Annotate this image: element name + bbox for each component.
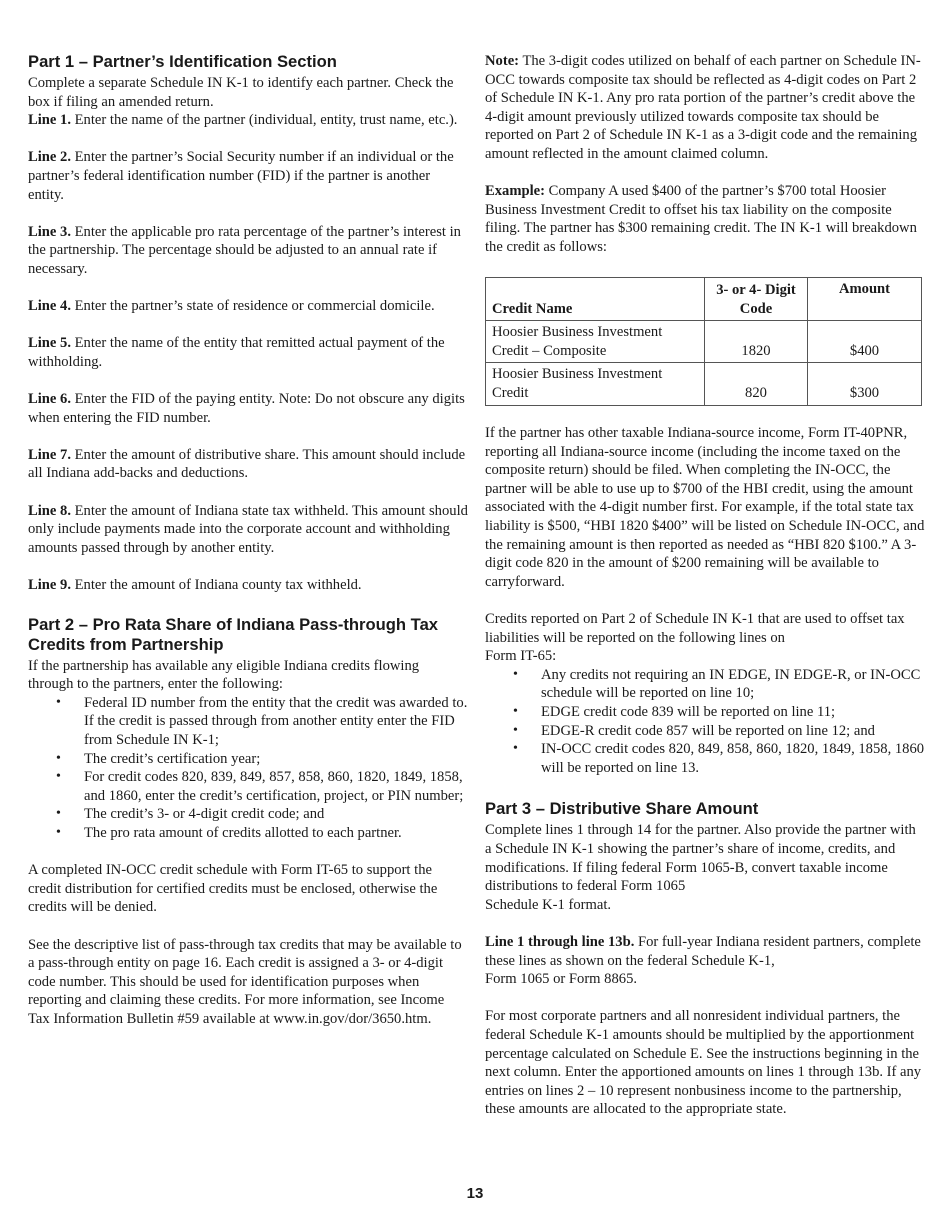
- line-2-text: Enter the partner’s Social Security number if an individual or the partner’s federal identification number (FID) if the partner is another entity.: [28, 149, 454, 203]
- part3-intro-tail: Schedule K-1 format.: [485, 896, 612, 913]
- line-6-text: Enter the FID of the paying entity. Note: Do not obscure any digits when entering the FID number.: [28, 391, 465, 426]
- note-label: Note:: [485, 53, 520, 69]
- table-row: [486, 363, 922, 405]
- table-cell-credit-name: Hoosier Business Investment Credit – Composite: [486, 321, 705, 363]
- line-6: [28, 390, 468, 427]
- line-9-text: Enter the amount of Indiana county tax withheld.: [74, 577, 362, 594]
- example-paragraph: [485, 182, 925, 256]
- line-8: [28, 502, 468, 558]
- credits-intro-form: Form IT-65:: [485, 648, 557, 665]
- page-number: 13: [466, 1185, 484, 1202]
- part3-line1-text: For full-year Indiana resident partners, complete these lines as shown on the federal Schedule K-1,: [485, 933, 921, 969]
- part2-bullet-item: • The pro rata amount of credits allotted to each partner.: [28, 824, 468, 843]
- line-4-text: Enter the partner’s state of residence or commercial domicile.: [74, 298, 435, 315]
- line-5: [28, 334, 468, 371]
- line-1-text: Enter the name of the partner (individual, entity, trust name, etc.).: [74, 112, 458, 129]
- credits-intro-text: Credits reported on Part 2 of Schedule IN K-1 that are used to offset tax liabilities will be reported on the following lines on: [485, 611, 905, 646]
- table-cell-credit-name: Hoosier Business Investment Credit: [486, 363, 705, 405]
- right-column: [485, 52, 925, 1119]
- credit-table: [485, 277, 922, 406]
- part2-bullet-item: • For credit codes 820, 839, 849, 857, 858, 860, 1820, 1849, 1858, and 1860, enter the credit’s certification, project, or PIN number;: [28, 768, 468, 805]
- table-cell-amount: $300: [808, 363, 922, 405]
- part3-line1-tail: Form 1065 or Form 8865.: [485, 971, 638, 988]
- line-3-text: Enter the applicable pro rata percentage of the partner’s interest in the partnership. The percentage should be adjusted to an annual rate if necessary.: [28, 223, 461, 277]
- line-7-text: Enter the amount of distributive share. This amount should include all Indiana add-backs and deductions.: [28, 446, 466, 482]
- line-5-label: Line 5.: [28, 335, 71, 352]
- example-label: Example:: [485, 183, 545, 200]
- line-7-label: Line 7.: [28, 446, 71, 463]
- credit-lines-bullet-item: • EDGE-R credit code 857 will be reported on line 12; and: [485, 722, 925, 741]
- credit-lines-bullet-item: • Any credits not requiring an IN EDGE, IN EDGE-R, or IN-OCC schedule will be reported on line 10;: [485, 666, 925, 703]
- example-text: Company A used $400 of the partner’s $700 total Hoosier Business Investment Credit to offset his tax liability on the composite filing. The partner has $300 remaining credit. The IN K-1 will breakdown the credit as follows:: [485, 183, 917, 255]
- table-cell-amount: $400: [808, 321, 922, 363]
- line-2-label: Line 2.: [28, 149, 71, 166]
- part3-apportion-paragraph: For most corporate partners and all nonresident individual partners, the federal Schedule K-1 amounts should be multiplied by the apportionment percentage calculated on Schedule E. See the instructions beginning in the next column. Enter the apportioned amounts on lines 1 through 13b. If any entries on lines 2 – 10 represent nonbusiness income to the partnership, these amounts are allocated to the appropriate state.: [485, 1008, 922, 1118]
- part3-heading: Part 3 – Distributive Share Amount: [485, 799, 759, 819]
- line-9-label: Line 9.: [28, 577, 71, 594]
- credits-intro: [485, 610, 925, 666]
- credit-lines-bullet-list: [485, 666, 925, 778]
- part2-para-occ: A completed IN-OCC credit schedule with Form IT-65 to support the credit distribution for certified credits must be enclosed, otherwise the credits will be denied.: [28, 862, 438, 916]
- credit-lines-bullet-item: • EDGE credit code 839 will be reported on line 11;: [485, 703, 925, 722]
- line-8-label: Line 8.: [28, 502, 71, 519]
- part2-intro: If the partnership has available any eligible Indiana credits flowing through to the partners, enter the following:: [28, 657, 420, 693]
- line-2: [28, 148, 468, 204]
- part2-bullet-item: • Federal ID number from the entity that the credit was awarded to. If the credit is passed through from another entity enter the FID from Schedule IN K-1;: [28, 694, 468, 750]
- line-8-text: Enter the amount of Indiana state tax withheld. This amount should only include payments made into the corporate account and withholding amounts passed through by another entity.: [28, 502, 468, 556]
- line-5-text: Enter the name of the entity that remitted actual payment of the withholding.: [28, 335, 445, 370]
- line-1-label: Line 1.: [28, 112, 71, 129]
- it40pnr-paragraph: If the partner has other taxable Indiana-source income, Form IT-40PNR, reporting all Indiana-source income (including the income taxed on the composite return) should be filed. When completing the IN-OCC, the partner will be able to use up to $700 of the HBI credit, using the amount associated with the 4-digit number first. For example, if the total state tax liability is $500, “HBI 1820 $400” will be listed on Schedule IN-OCC, and the remaining amount is then reported as needed as “HBI 820 $100.” A 3-digit code 820 in the amount of $200 remaining will be available to carryforward.: [485, 425, 925, 590]
- note-text: The 3-digit codes utilized on behalf of each partner on Schedule IN-OCC towards composite tax should be reflected as 4-digit codes on Part 2 of Schedule IN K-1. Any pro rata portion of the partner’s credit above the 4-digit amount previously utilized towards composite tax should be reported on Part 2 of Schedule IN K-1 as a 3-digit code and the remaining amount reflected in the amount claimed column.: [485, 53, 921, 162]
- part2-bullet-item: • The credit’s 3- or 4-digit credit code; and: [28, 805, 468, 824]
- line-1: [28, 111, 468, 130]
- credit-lines-bullet-item: • IN-OCC credit codes 820, 849, 858, 860, 1820, 1849, 1858, 1860 will be reported on line 13.: [485, 740, 925, 777]
- part2-para-descriptive: See the descriptive list of pass-through tax credits that may be available to a pass-through entity on page 16. Each credit is assigned a 3- or 4-digit code number. This should be used for identification purposes when reporting and claiming these credits. For more information, see Income Tax Information Bulletin #59 available at www.in.gov/dor/3650.htm.: [28, 936, 462, 1027]
- part3-intro-text: Complete lines 1 through 14 for the partner. Also provide the partner with a Schedule IN K-1 showing the partner’s share of income, credits, and modifications. If filing federal Form 1065-B, convert taxable income distributions to federal Form 1065: [485, 822, 916, 895]
- part2-bullet-item: • The credit’s certification year;: [28, 750, 468, 769]
- line-4: [28, 297, 468, 316]
- table-header-row: [486, 277, 922, 321]
- part2-heading: Part 2 – Pro Rata Share of Indiana Pass-through Tax Credits from Partnership: [28, 614, 439, 654]
- table-header-credit-name: Credit Name: [486, 277, 705, 321]
- part1-intro: Complete a separate Schedule IN K-1 to identify each partner. Check the box if filing an amended return.: [28, 75, 454, 110]
- part3-intro: [485, 821, 925, 914]
- table-header-code: 3- or 4- Digit Code: [705, 277, 808, 321]
- line-4-label: Line 4.: [28, 298, 71, 315]
- part2-bullet-list: [28, 694, 468, 843]
- left-column: [28, 52, 468, 1029]
- table-cell-code: 1820: [705, 321, 808, 363]
- line-9: [28, 576, 468, 595]
- table-cell-code: 820: [705, 363, 808, 405]
- line-7: [28, 446, 468, 483]
- line-3-label: Line 3.: [28, 223, 71, 240]
- table-row: [486, 321, 922, 363]
- part3-line1-label: Line 1 through line 13b.: [485, 933, 635, 950]
- line-3: [28, 223, 468, 279]
- table-header-amount: Amount: [808, 277, 922, 321]
- line-6-label: Line 6.: [28, 391, 71, 408]
- note-paragraph: [485, 52, 925, 164]
- part1-heading: Part 1 – Partner’s Identification Section: [28, 52, 337, 71]
- part3-line1: [485, 933, 925, 989]
